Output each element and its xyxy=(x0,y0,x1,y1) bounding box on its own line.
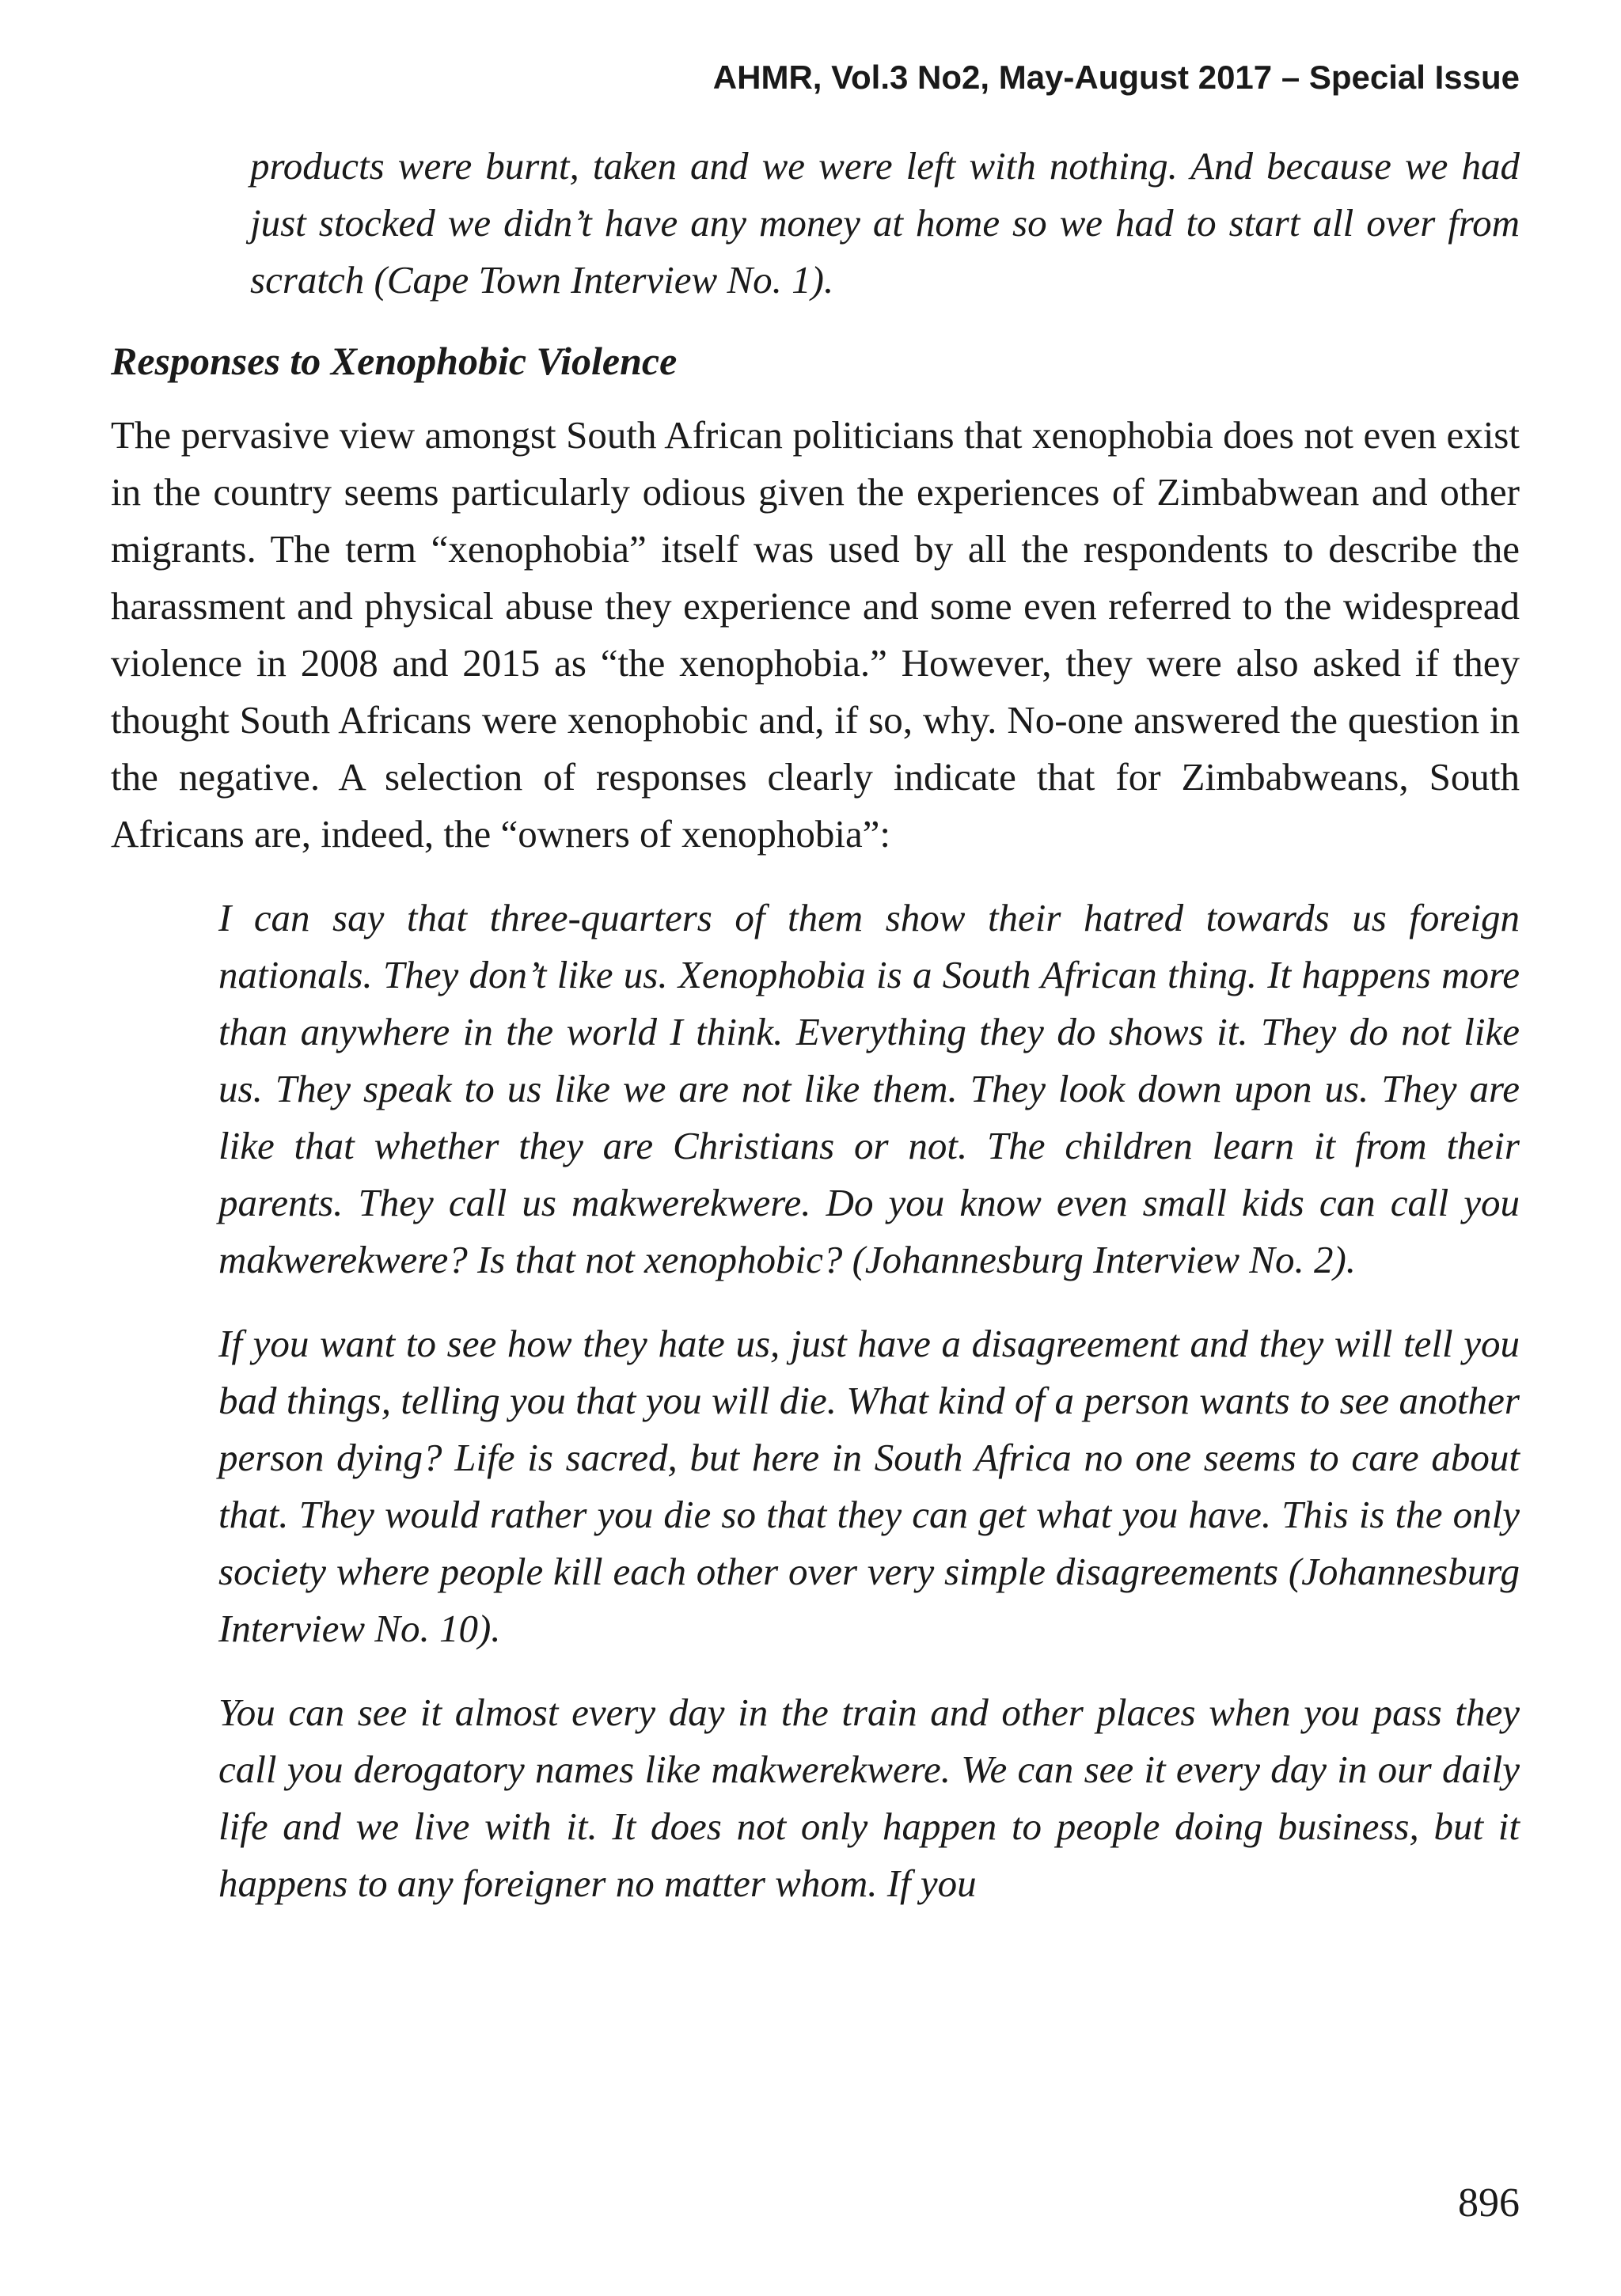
page-number: 896 xyxy=(1458,2180,1520,2226)
quote-continuation: products were burnt, taken and we were left with nothing. And because we had just stocked we didn’t have any money at home so we had to start all over from scratch (Cape Town Interview No. 1). xyxy=(250,144,1520,302)
block-quote-1: I can say that three-quarters of them show their hatred towards us foreign nationals. They don’t like us. Xenophobia is a South African thing. It happens more than anywhere in the world I think. Everything they do shows it. They do not like us. They speak to us like we are not like them. They look down upon us. They are like that whether they are Christians or not. The children learn it from their parents. They call us makwerekwere. Do you know even small kids can call you makwerekwere? Is that not xenophobic? (Johannesburg Interview No. 2). xyxy=(218,896,1520,1281)
running-header: AHMR, Vol.3 No2, May-August 2017 – Special Issue xyxy=(712,59,1520,96)
section-heading: Responses to Xenophobic Violence xyxy=(111,339,678,383)
page-content xyxy=(111,138,1520,1939)
body-paragraph: The pervasive view amongst South African politicians that xenophobia does not even exist in the country seems particularly odious given the experiences of Zimbabwean and other migrants. The term “xenophobia” itself was used by all the respondents to describe the harassment and physical abuse they experience and some even referred to the widespread violence in 2008 and 2015 as “the xenophobia.” However, they were also asked if they thought South Africans were xenophobic and, if so, why. No-one answered the question in the negative. A selection of responses clearly indicate that for Zimbabweans, South Africans are, indeed, the “owners of xenophobia”: xyxy=(111,413,1520,856)
block-quote-2: If you want to see how they hate us, just have a disagreement and they will tell you bad things, telling you that you will die. What kind of a person wants to see another person dying? Life is sacred, but here in South Africa no one seems to care about that. They would rather you die so that they can get what you have. This is the only society where people kill each other over very simple disagreements (Johannesburg Interview No. 10). xyxy=(218,1322,1520,1650)
block-quote-3: You can see it almost every day in the train and other places when you pass they call you derogatory names like makwerekwere. We can see it every day in our daily life and we live with it. It does not only happen to people doing business, but it happens to any foreigner no matter whom. If you xyxy=(218,1691,1520,1905)
